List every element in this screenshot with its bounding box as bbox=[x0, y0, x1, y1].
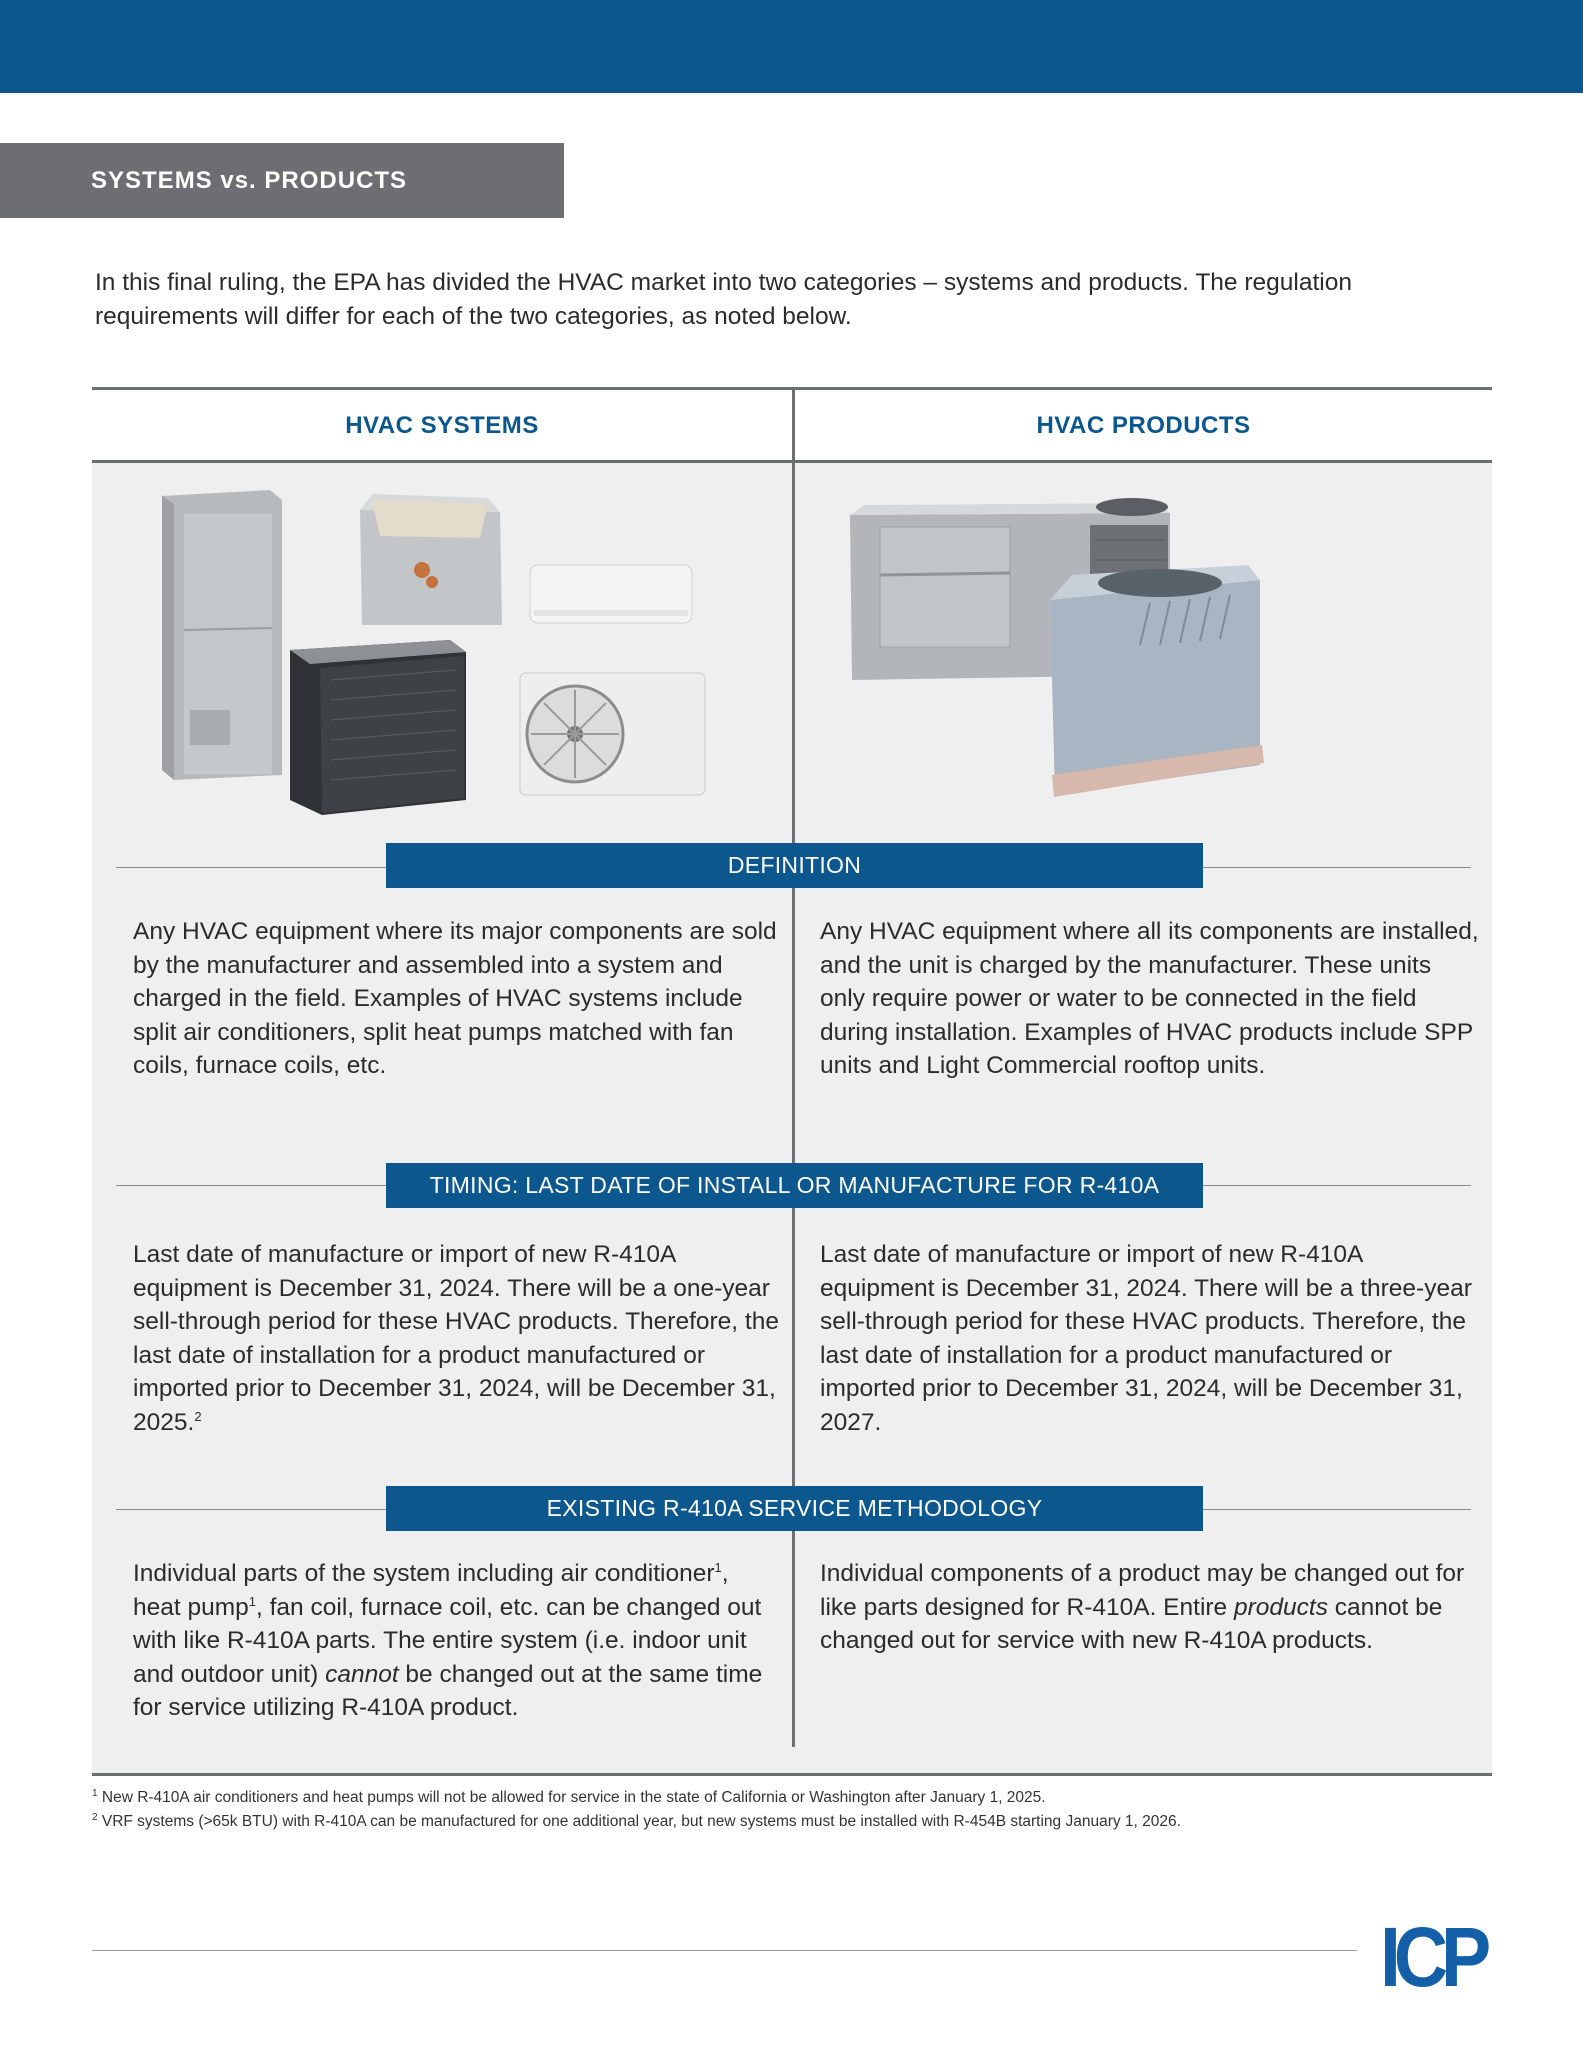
definition-systems-text: Any HVAC equipment where its major components are sold by the manufacturer and assembled into a system and charged in the field. Examples of HVAC systems include split air conditioners, split heat pumps matched with fan coils, furnace coils, etc. bbox=[133, 918, 777, 1079]
timing-products-text: Last date of manufacture or import of new R-410A equipment is December 31, 2024. There will be a three-year sell-through period for these HVAC products. Therefore, the last date of installation for a product manufactured or imported prior to December 31, 2024, will be December 31, 2027. bbox=[820, 1241, 1472, 1436]
column-divider bbox=[792, 888, 795, 1163]
column-divider bbox=[792, 390, 795, 463]
footer-rule bbox=[92, 1950, 1357, 1951]
column-divider bbox=[792, 463, 795, 843]
footnote-1 bbox=[92, 1786, 1542, 1810]
text-run: , heat pump bbox=[133, 1560, 729, 1621]
column-divider bbox=[792, 1531, 795, 1747]
text-run: cannot be changed out for service with new R-410A products. bbox=[820, 1593, 1443, 1654]
definition-products-text: Any HVAC equipment where all its components are installed, and the unit is charged by the manufacturer. These units only require power or water to be connected in the field during installation. Examples of HVAC products include SPP units and Light Commercial rooftop units. bbox=[820, 918, 1479, 1079]
table-bottom-rule bbox=[92, 1773, 1492, 1776]
timing-systems-body: Last date of manufacture or import of new R-410A equipment is December 31, 2024. There will be a one-year sell-through period for these HVAC products. Therefore, the last date of installation for a product manufactured or imported prior to December 31, 2024, will be December 31, 2025. bbox=[133, 1241, 779, 1436]
intro-paragraph: In this final ruling, the EPA has divided the HVAC market into two categories – systems and products. The regulation requirements will differ for each of the two categories, as noted below. bbox=[95, 269, 1352, 330]
service-products-text bbox=[820, 1557, 1480, 1658]
text-run: Individual parts of the system including air conditioner bbox=[133, 1560, 715, 1587]
icp-logo bbox=[1380, 1910, 1490, 2004]
hvac-systems-illustration bbox=[150, 480, 770, 830]
column-heading-systems: HVAC SYSTEMS bbox=[345, 412, 539, 439]
footnote-2 bbox=[92, 1810, 1542, 1834]
emphasis-text: products bbox=[1234, 1593, 1328, 1621]
text-run: be changed out at the same time for service utilizing R-410A product. bbox=[133, 1660, 763, 1721]
section-title-tab bbox=[0, 143, 564, 218]
footnote-ref: 2 bbox=[194, 1408, 202, 1424]
definition-heading: DEFINITION bbox=[386, 843, 1203, 888]
hvac-products-illustration bbox=[840, 495, 1420, 810]
column-heading-products: HVAC PRODUCTS bbox=[1036, 412, 1251, 439]
footnote-text: New R-410A air conditioners and heat pumps will not be allowed for service in the state of California or Washington after January 1, 2025. bbox=[101, 1789, 1046, 1806]
logo-text: ICP bbox=[1380, 1910, 1490, 2004]
column-divider bbox=[792, 1208, 795, 1486]
text-run: , fan coil, furnace coil, etc. can be changed out with like R-410A parts. The entire system (i.e. indoor unit and outdoor unit) bbox=[133, 1593, 762, 1688]
footnote-mark: 1 bbox=[92, 1787, 98, 1799]
footnote-ref: 1 bbox=[248, 1593, 257, 1609]
emphasis-text: cannot bbox=[325, 1660, 399, 1688]
section-title: SYSTEMS vs. PRODUCTS bbox=[91, 166, 408, 194]
service-heading: EXISTING R-410A SERVICE METHODOLOGY bbox=[386, 1486, 1203, 1531]
footnote-mark: 2 bbox=[92, 1811, 98, 1823]
footnote-ref: 1 bbox=[714, 1559, 722, 1575]
top-banner bbox=[0, 0, 1583, 93]
timing-heading: TIMING: LAST DATE OF INSTALL OR MANUFACTURE FOR R-410A bbox=[386, 1163, 1203, 1208]
text-run: Individual components of a product may be changed out for like parts designed for R-410A. Entire bbox=[820, 1560, 1465, 1621]
timing-systems-text bbox=[133, 1238, 783, 1439]
footnote-text: VRF systems (>65k BTU) with R-410A can be manufactured for one additional year, but new systems must be installed with R-454B starting January 1, 2026. bbox=[101, 1813, 1181, 1830]
footnotes bbox=[92, 1786, 1542, 1834]
service-systems-text bbox=[133, 1557, 783, 1725]
